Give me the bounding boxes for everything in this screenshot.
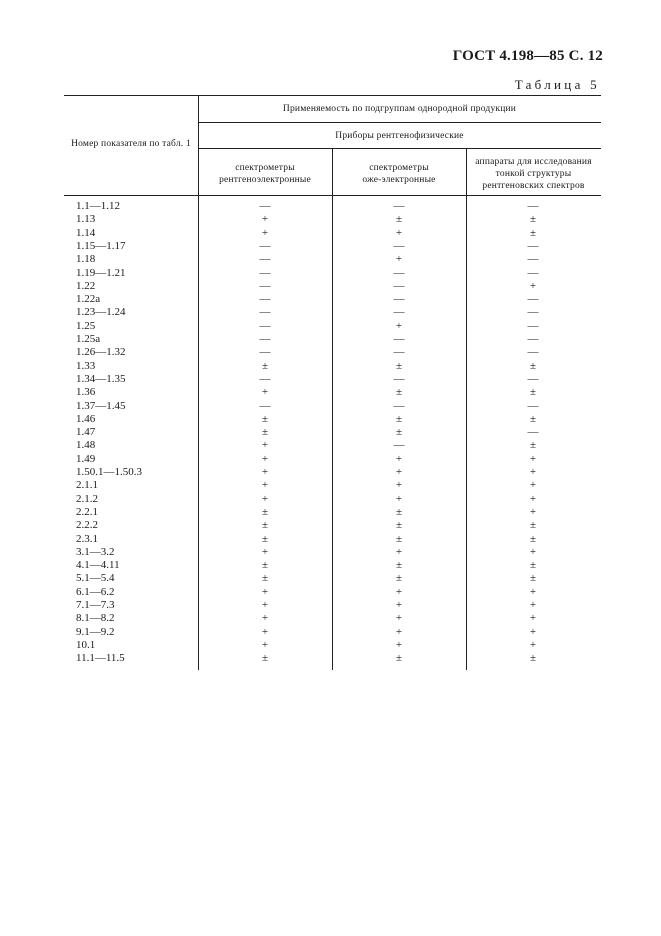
fine-structure-cell: + [529,585,537,598]
row-index-cell: 1.1—1.12 [76,200,120,212]
table-row [64,626,601,639]
column-header-x-ray-electron-spectrometers [198,162,332,186]
fine-structure-cell: ± [529,439,537,452]
row-index-cell: 10.1 [76,638,96,651]
table-row [64,280,601,293]
row-index-cell: 7.1—7.3 [76,599,115,611]
x-ray-electron-cell: + [261,226,269,239]
column-header-line: спектрометры [235,163,295,173]
table-row [64,493,601,506]
fine-structure-cell: ± [529,572,537,585]
fine-structure-cell: ± [529,652,537,665]
auger-electron-cell: — [393,279,405,292]
x-ray-electron-cell: ± [261,559,269,572]
auger-electron-cell: ± [395,559,403,572]
auger-electron-cell: — [393,306,405,319]
table-row [64,253,601,266]
x-ray-electron-cell: + [261,545,269,558]
column-header-line: спектрометры [369,163,429,173]
x-ray-electron-cell: ± [261,532,269,545]
fine-structure-cell: ± [529,519,537,532]
table-row [64,413,601,426]
row-index-cell: 1.33 [76,359,96,372]
fine-structure-cell: — [527,319,539,332]
x-ray-electron-cell: + [261,213,269,226]
x-ray-electron-cell: — [259,200,271,212]
table-row [64,267,601,280]
x-ray-electron-cell: — [259,306,271,319]
row-index-cell: 1.25 [76,319,96,332]
table-row [64,506,601,519]
group-header-divider [198,122,601,123]
x-ray-electron-cell: — [259,319,271,332]
auger-electron-cell: ± [395,359,403,372]
column-header-line: рентгеноэлектронные [219,175,311,185]
auger-electron-cell: ± [395,412,403,425]
auger-electron-cell: + [395,585,403,598]
auger-electron-cell: — [393,439,405,452]
auger-electron-cell: — [393,346,405,359]
x-ray-electron-cell: + [261,386,269,399]
x-ray-electron-cell: — [259,333,271,345]
fine-structure-cell: + [529,625,537,638]
row-index-cell: 9.1—9.2 [76,625,115,638]
table-row [64,453,601,466]
auger-electron-cell: ± [395,213,403,226]
auger-electron-cell: + [395,319,403,332]
auger-electron-cell: — [393,333,405,345]
table-row [64,213,601,226]
row-index-cell: 1.22 [76,279,96,292]
table-row [64,400,601,413]
table-row [64,227,601,240]
table-row [64,479,601,492]
column-header-auger-electron-spectrometers [332,162,466,186]
row-index-cell: 1.34—1.35 [76,372,126,385]
fine-structure-cell: — [527,200,539,212]
row-index-cell: 1.47 [76,426,96,439]
x-ray-electron-cell: — [259,253,271,266]
table-row [64,652,601,665]
table-top-border [64,95,601,96]
fine-structure-cell: + [529,612,537,625]
x-ray-electron-cell: + [261,466,269,478]
row-index-cell: 8.1—8.2 [76,612,115,625]
fine-structure-cell: ± [529,412,537,425]
row-index-cell: 1.13 [76,213,96,226]
fine-structure-cell: + [529,599,537,611]
auger-electron-cell: + [395,612,403,625]
row-index-cell: 2.3.1 [76,532,98,545]
x-ray-electron-cell: + [261,585,269,598]
row-index-cell: 1.46 [76,412,96,425]
table-row [64,599,601,612]
page-header: ГОСТ 4.198—85 С. 12 [452,48,603,64]
table-row [64,546,601,559]
column-header-fine-structure-apparatus [466,156,601,192]
auger-electron-cell: + [395,466,403,478]
x-ray-electron-cell: + [261,638,269,651]
table-row [64,639,601,652]
group-header: Применяемость по подгруппам однородной продукции [282,104,517,114]
row-number-header: Номер показателя по табл. 1 [71,139,191,149]
row-index-cell: 1.23—1.24 [76,306,126,319]
auger-electron-cell: + [395,545,403,558]
fine-structure-cell: — [527,399,539,412]
fine-structure-cell: — [527,333,539,345]
x-ray-electron-cell: ± [261,505,269,518]
table-row [64,386,601,399]
x-ray-electron-cell: — [259,293,271,306]
fine-structure-cell: — [527,293,539,306]
table-row [64,360,601,373]
auger-electron-cell: + [395,599,403,611]
x-ray-electron-cell: — [259,266,271,279]
fine-structure-cell: — [527,306,539,319]
applicability-table [64,95,601,670]
fine-structure-cell: — [527,239,539,252]
auger-electron-cell: — [393,239,405,252]
auger-electron-cell: ± [395,386,403,399]
fine-structure-cell: + [529,505,537,518]
row-index-cell: 1.48 [76,439,96,452]
row-index-cell: 2.1.2 [76,492,98,505]
auger-electron-cell: + [395,479,403,492]
row-index-cell: 3.1—3.2 [76,545,115,558]
fine-structure-cell: ± [529,226,537,239]
x-ray-electron-cell: + [261,479,269,492]
fine-structure-cell: + [529,452,537,465]
table-row [64,426,601,439]
x-ray-electron-cell: ± [261,359,269,372]
row-index-cell: 1.26—1.32 [76,346,126,359]
row-index-cell: 2.1.1 [76,479,98,492]
x-ray-electron-cell: ± [261,412,269,425]
row-index-cell: 1.25а [76,333,101,345]
subgroup-header: Приборы рентгенофизические [335,131,464,141]
x-ray-electron-cell: ± [261,426,269,439]
auger-electron-cell: + [395,452,403,465]
fine-structure-cell: ± [529,359,537,372]
fine-structure-cell: + [529,279,537,292]
row-index-cell: 1.22а [76,293,101,306]
fine-structure-cell: + [529,545,537,558]
row-index-cell: 1.49 [76,452,96,465]
x-ray-electron-cell: + [261,612,269,625]
row-index-cell: 4.1—4.11 [76,559,120,572]
column-header-line: аппараты для исследования [475,157,592,167]
auger-electron-cell: — [393,399,405,412]
row-index-cell: 1.14 [76,226,96,239]
auger-electron-cell: ± [395,505,403,518]
fine-structure-cell: ± [529,559,537,572]
auger-electron-cell: ± [395,426,403,439]
table-row [64,572,601,585]
table-row [64,320,601,333]
auger-electron-cell: + [395,492,403,505]
subgroup-header-divider [198,148,601,149]
row-index-cell: 1.36 [76,386,96,399]
x-ray-electron-cell: — [259,239,271,252]
x-ray-electron-cell: ± [261,519,269,532]
fine-structure-cell: — [527,253,539,266]
fine-structure-cell: — [527,372,539,385]
row-index-cell: 1.50.1—1.50.3 [76,466,142,478]
row-index-cell: 6.1—6.2 [76,585,115,598]
fine-structure-cell: ± [529,213,537,226]
x-ray-electron-cell: — [259,346,271,359]
table-row [64,306,601,319]
x-ray-electron-cell: ± [261,572,269,585]
table-row [64,200,601,213]
auger-electron-cell: ± [395,532,403,545]
fine-structure-cell: + [529,466,537,478]
auger-electron-cell: — [393,372,405,385]
row-index-cell: 1.19—1.21 [76,266,126,279]
table-row [64,519,601,532]
column-header-line: рентгеновских спектров [482,181,585,191]
auger-electron-cell: + [395,638,403,651]
fine-structure-cell: + [529,479,537,492]
auger-electron-cell: + [395,253,403,266]
row-index-cell: 2.2.1 [76,505,98,518]
x-ray-electron-cell: + [261,599,269,611]
table-row [64,333,601,346]
x-ray-electron-cell: — [259,399,271,412]
row-index-cell: 1.37—1.45 [76,399,126,412]
table-row [64,373,601,386]
row-index-cell: 1.15—1.17 [76,239,126,252]
column-header-line: тонкой структуры [495,169,572,179]
row-index-cell: 1.18 [76,253,96,266]
x-ray-electron-cell: — [259,372,271,385]
auger-electron-cell: ± [395,519,403,532]
x-ray-electron-cell: + [261,492,269,505]
auger-electron-cell: — [393,200,405,212]
auger-electron-cell: ± [395,572,403,585]
x-ray-electron-cell: + [261,625,269,638]
fine-structure-cell: ± [529,532,537,545]
table-row [64,586,601,599]
fine-structure-cell: ± [529,386,537,399]
row-index-cell: 11.1—11.5 [76,652,125,665]
x-ray-electron-cell: + [261,452,269,465]
table-row [64,559,601,572]
auger-electron-cell: + [395,226,403,239]
x-ray-electron-cell: — [259,279,271,292]
table-row [64,533,601,546]
table-row [64,240,601,253]
table-row [64,466,601,479]
row-index-cell: 5.1—5.4 [76,572,115,585]
x-ray-electron-cell: ± [261,652,269,665]
fine-structure-cell: — [527,266,539,279]
column-header-line: оже-электронные [362,175,436,185]
auger-electron-cell: ± [395,652,403,665]
table-row [64,293,601,306]
fine-structure-cell: + [529,492,537,505]
auger-electron-cell: — [393,266,405,279]
table-row [64,439,601,452]
fine-structure-cell: + [529,638,537,651]
fine-structure-cell: — [527,346,539,359]
table-row [64,612,601,625]
table-caption: Таблица 5 [514,77,600,92]
row-index-cell: 2.2.2 [76,519,98,532]
auger-electron-cell: + [395,625,403,638]
x-ray-electron-cell: + [261,439,269,452]
table-row [64,346,601,359]
fine-structure-cell: — [527,426,539,439]
auger-electron-cell: — [393,293,405,306]
